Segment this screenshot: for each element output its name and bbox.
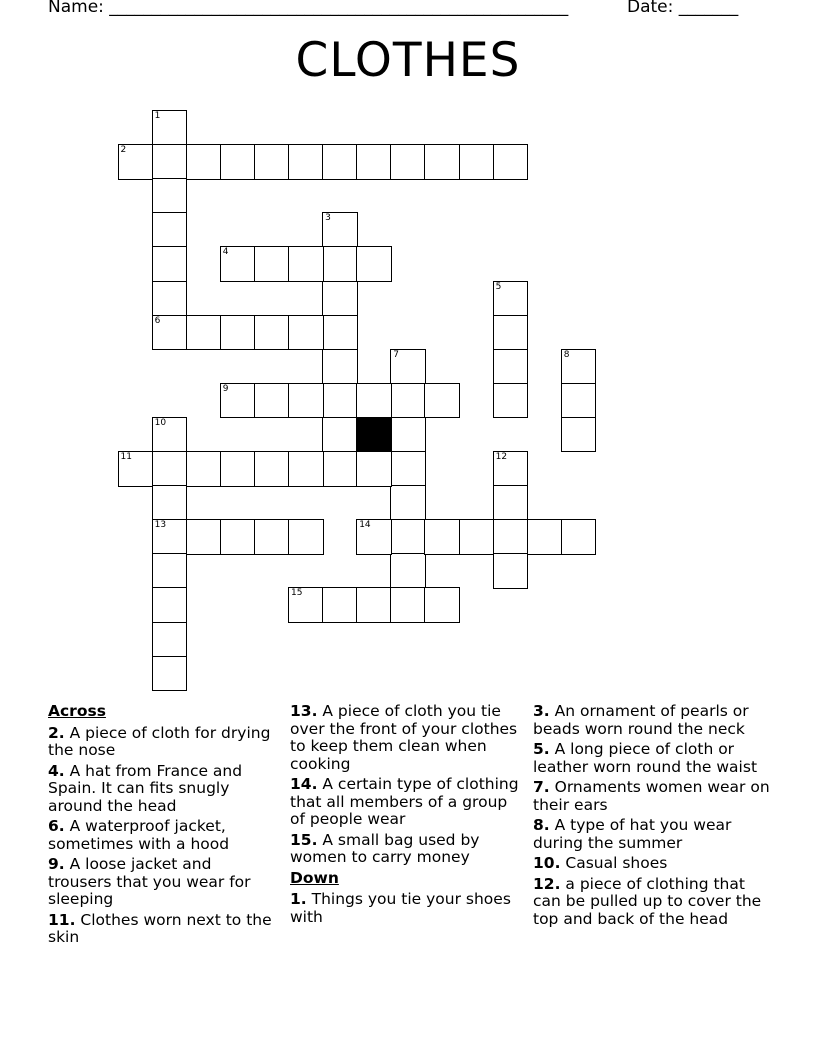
- grid-cell[interactable]: [254, 246, 290, 282]
- grid-cell[interactable]: [493, 281, 529, 317]
- grid-cell[interactable]: [288, 451, 324, 487]
- clue-number: 5.: [533, 740, 550, 758]
- grid-cell[interactable]: [459, 519, 495, 555]
- clue-number: 5: [495, 281, 502, 292]
- grid-cell[interactable]: [186, 519, 222, 555]
- grid-cell[interactable]: [424, 144, 460, 180]
- grid-cell[interactable]: [152, 110, 188, 146]
- clue-number: 14: [359, 520, 371, 531]
- grid-cell[interactable]: [356, 383, 392, 419]
- grid-cell[interactable]: [322, 144, 358, 180]
- grid-cell[interactable]: [493, 451, 529, 487]
- grid-cell[interactable]: [118, 144, 154, 180]
- grid-cell[interactable]: [390, 349, 426, 385]
- grid-cell[interactable]: [186, 451, 222, 487]
- grid-cell[interactable]: [152, 281, 188, 317]
- grid-cell[interactable]: [561, 383, 597, 419]
- clue-item: [48, 763, 273, 816]
- grid-cell[interactable]: [288, 144, 324, 180]
- clue-number: 7.: [533, 778, 550, 796]
- clue-text: Clothes worn next to the skin: [48, 910, 272, 946]
- grid-cell[interactable]: [493, 315, 529, 351]
- clue-text: A hat from France and Spain. It can fits snugly around the head: [48, 761, 243, 815]
- grid-cell[interactable]: [152, 315, 188, 351]
- grid-cell[interactable]: [152, 212, 188, 248]
- clue-item: [533, 855, 773, 873]
- grid-cell[interactable]: [356, 519, 392, 555]
- clue-number: 14.: [290, 775, 318, 793]
- clue-number: 8: [563, 349, 570, 360]
- grid-cell[interactable]: [152, 622, 188, 658]
- clue-number: 6.: [48, 817, 65, 835]
- grid-cell[interactable]: [322, 451, 358, 487]
- grid-cell[interactable]: [356, 144, 392, 180]
- clue-item: [290, 832, 525, 867]
- grid-cell[interactable]: [220, 315, 256, 351]
- clue-item: [290, 776, 525, 829]
- clue-item: [290, 703, 525, 773]
- grid-cell[interactable]: [254, 451, 290, 487]
- grid-cell[interactable]: [561, 349, 597, 385]
- date-field-label: Date: _______: [627, 0, 739, 17]
- clue-number: 2.: [48, 723, 65, 742]
- grid-cell[interactable]: [288, 246, 324, 282]
- clue-text: A piece of cloth for drying the nose: [48, 723, 271, 759]
- clue-item: [48, 818, 273, 853]
- grid-cell[interactable]: [390, 451, 426, 487]
- clue-number: 8.: [533, 816, 550, 834]
- clue-item: [48, 725, 273, 760]
- clue-number: 15.: [290, 830, 318, 849]
- clue-number: 11: [120, 452, 132, 462]
- grid-cell[interactable]: [288, 315, 324, 351]
- grid-cell[interactable]: [220, 519, 256, 555]
- clue-number: 9.: [48, 855, 65, 873]
- clue-number: 13.: [290, 702, 318, 720]
- clue-number: 2: [120, 145, 127, 156]
- grid-cell[interactable]: [118, 451, 154, 487]
- grid-cell[interactable]: [152, 144, 188, 180]
- grid-cell[interactable]: [493, 553, 529, 589]
- clue-number: 3.: [533, 702, 550, 720]
- grid-cell[interactable]: [186, 144, 222, 180]
- clue-text: A loose jacket and trousers that you wear for sleeping: [48, 855, 251, 908]
- grid-cell[interactable]: [254, 519, 290, 555]
- clue-text: a piece of clothing that can be pulled up to cover the top and back of the head: [533, 874, 762, 928]
- across-heading: Across: [48, 702, 106, 720]
- grid-cell[interactable]: [220, 383, 256, 419]
- clue-number: 7: [393, 349, 400, 360]
- grid-cell[interactable]: [220, 451, 256, 487]
- clue-number: 10.: [533, 854, 561, 872]
- clue-text: Casual shoes: [560, 854, 668, 872]
- blocked-cell: [356, 417, 392, 453]
- grid-cell[interactable]: [152, 587, 188, 623]
- clues-column-3: [533, 703, 773, 931]
- down-heading: Down: [290, 868, 339, 887]
- grid-cell[interactable]: [322, 246, 358, 282]
- grid-cell[interactable]: [561, 417, 597, 453]
- clue-number: 15: [291, 588, 303, 599]
- clue-item: [48, 856, 273, 909]
- clue-item: [533, 703, 773, 738]
- grid-cell[interactable]: [527, 519, 563, 555]
- clue-text: A type of hat you wear during the summer: [533, 816, 732, 852]
- grid-cell[interactable]: [459, 144, 495, 180]
- clue-item: [533, 779, 773, 814]
- clues-column-2: [290, 703, 525, 929]
- grid-cell[interactable]: [152, 656, 188, 692]
- clue-item: [533, 876, 773, 929]
- clue-text: A long piece of cloth or leather worn round the waist: [533, 740, 758, 776]
- clue-number: 11.: [48, 910, 76, 929]
- grid-cell[interactable]: [322, 315, 358, 351]
- clue-text: A small bag used by women to carry money: [290, 830, 480, 866]
- grid-cell[interactable]: [356, 451, 392, 487]
- clue-number: 13: [154, 520, 167, 531]
- grid-cell[interactable]: [390, 417, 426, 453]
- grid-cell[interactable]: [220, 246, 256, 282]
- grid-cell[interactable]: [186, 315, 222, 351]
- clue-number: 12: [495, 452, 508, 462]
- grid-cell[interactable]: [322, 587, 358, 623]
- clue-item: [290, 891, 525, 926]
- clue-item: [533, 741, 773, 776]
- clue-number: 4: [222, 247, 229, 258]
- grid-cell[interactable]: [322, 383, 358, 419]
- grid-cell[interactable]: [322, 417, 358, 453]
- clue-number: 10: [154, 417, 167, 428]
- grid-cell[interactable]: [390, 144, 426, 180]
- grid-cell[interactable]: [152, 451, 188, 487]
- grid-cell[interactable]: [356, 587, 392, 623]
- grid-cell[interactable]: [152, 485, 188, 521]
- page-title: CLOTHES: [295, 33, 521, 88]
- grid-cell[interactable]: [493, 519, 529, 555]
- clue-text: A certain type of clothing that all members of a group of people wear: [290, 775, 519, 828]
- grid-cell[interactable]: [254, 383, 290, 419]
- clue-number: 12.: [533, 874, 561, 893]
- clue-number: 1.: [290, 890, 307, 908]
- clue-number: 3: [325, 213, 331, 224]
- clue-text: A piece of cloth you tie over the front of your clothes to keep them clean when cooking: [290, 702, 518, 773]
- clue-item: [48, 912, 273, 947]
- grid-cell[interactable]: [254, 315, 290, 351]
- grid-cell[interactable]: [152, 519, 188, 555]
- grid-cell[interactable]: [152, 178, 188, 214]
- grid-cell[interactable]: [390, 587, 426, 623]
- clue-number: 6: [154, 315, 161, 326]
- grid-cell[interactable]: [152, 246, 188, 282]
- grid-cell[interactable]: [220, 144, 256, 180]
- grid-cell[interactable]: [322, 281, 358, 317]
- grid-cell[interactable]: [390, 383, 426, 419]
- grid-cell[interactable]: [493, 349, 529, 385]
- grid-cell[interactable]: [424, 587, 460, 623]
- grid-cell[interactable]: [322, 349, 358, 385]
- grid-cell[interactable]: [254, 144, 290, 180]
- clue-item: [533, 817, 773, 852]
- grid-cell[interactable]: [424, 519, 460, 555]
- grid-cell[interactable]: [390, 485, 426, 521]
- name-field-label: Name: ______________________________________________________: [48, 0, 569, 17]
- grid-cell[interactable]: [493, 485, 529, 521]
- grid-cell[interactable]: [288, 383, 324, 419]
- grid-cell[interactable]: [356, 246, 392, 282]
- grid-cell[interactable]: [493, 383, 529, 419]
- grid-cell[interactable]: [390, 553, 426, 589]
- grid-cell[interactable]: [322, 212, 358, 248]
- clue-number: 4.: [48, 761, 65, 780]
- grid-cell[interactable]: [493, 144, 529, 180]
- clue-number: 9: [222, 383, 229, 394]
- clue-text: A waterproof jacket, sometimes with a hood: [48, 817, 230, 853]
- grid-cell[interactable]: [424, 383, 460, 419]
- grid-cell[interactable]: [152, 417, 188, 453]
- grid-cell[interactable]: [390, 519, 426, 555]
- grid-cell[interactable]: [152, 553, 188, 589]
- clue-text: Ornaments women wear on their ears: [533, 778, 770, 814]
- clue-number: 1: [154, 111, 161, 121]
- clues-column-1: [48, 703, 273, 950]
- grid-cell[interactable]: [288, 519, 324, 555]
- clue-text: Things you tie your shoes with: [290, 890, 511, 926]
- grid-cell[interactable]: [288, 587, 324, 623]
- clue-text: An ornament of pearls or beads worn round the neck: [533, 702, 749, 738]
- grid-cell[interactable]: [561, 519, 597, 555]
